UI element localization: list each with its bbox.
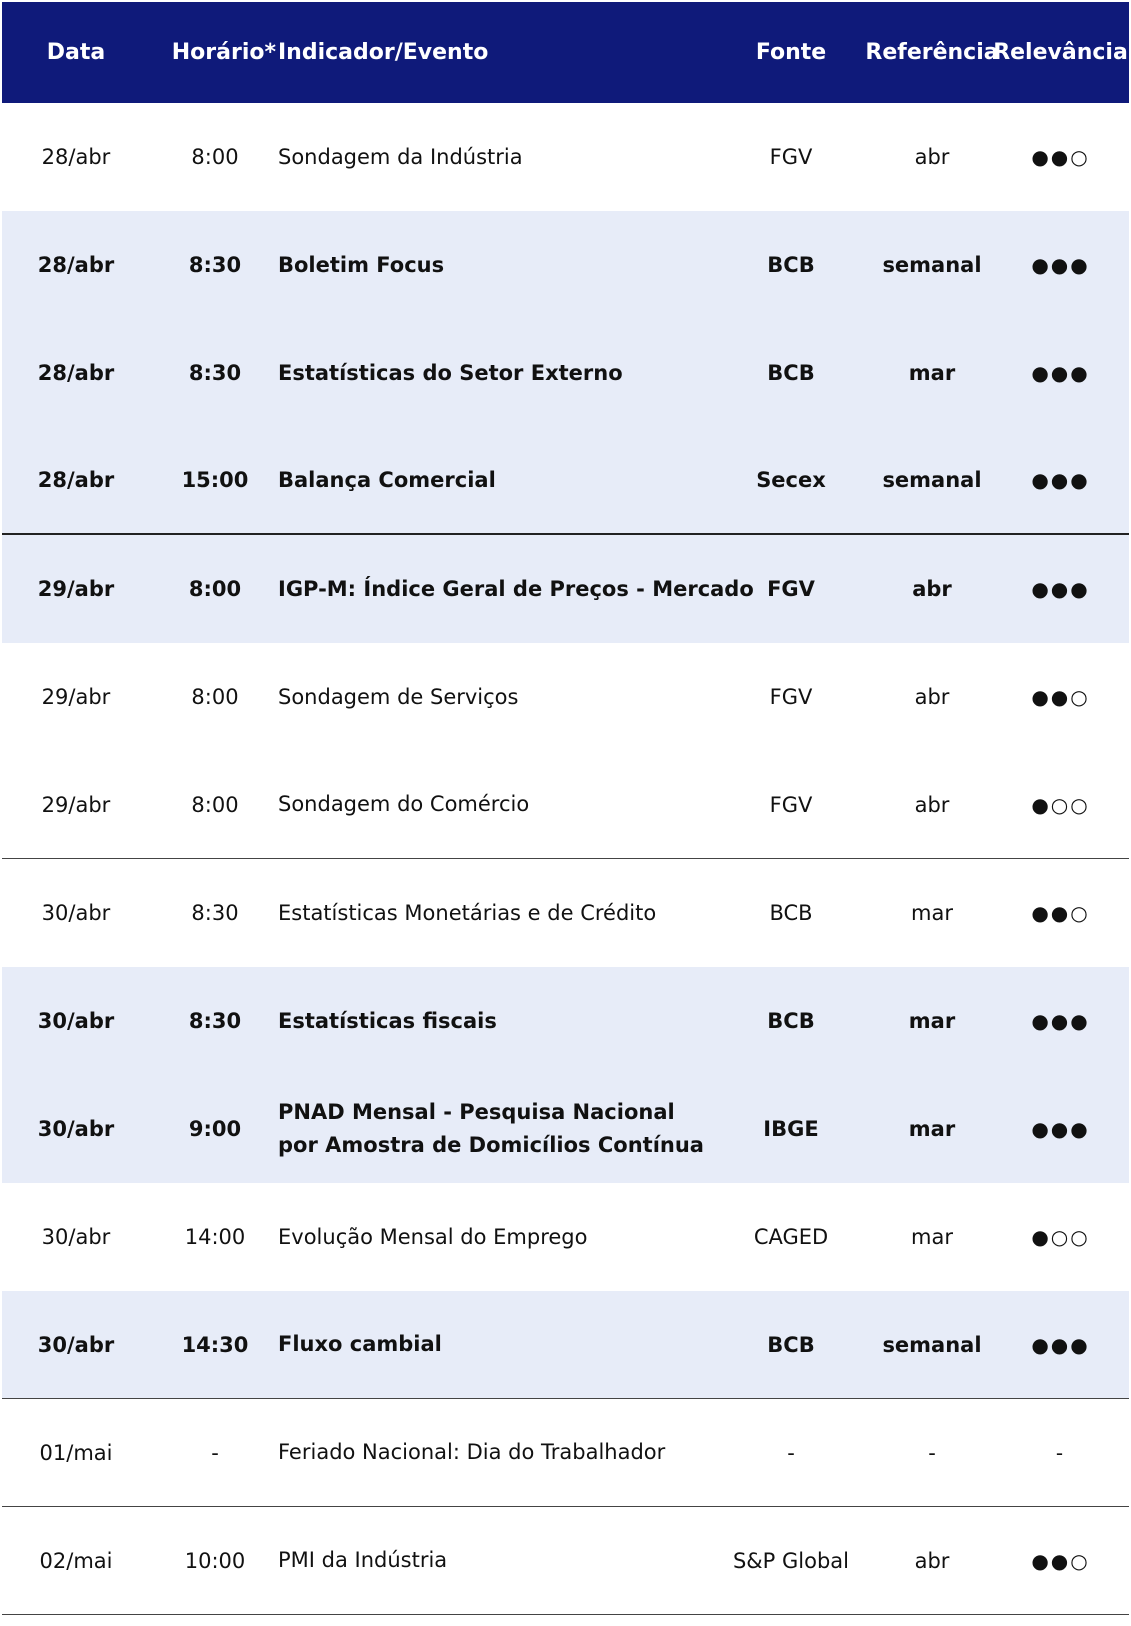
row-reference: semanal [882, 253, 982, 277]
row-date: 29/abr [41, 685, 111, 709]
relevance-dots: ●○○ [1031, 1225, 1090, 1249]
table-row [2, 427, 1129, 535]
row-source: BCB [767, 1009, 815, 1033]
row-event: Estatísticas fiscais [278, 1008, 497, 1033]
row-source: BCB [767, 1332, 815, 1357]
row-time: 8:00 [191, 792, 239, 817]
row-event: Balança Comercial [278, 467, 496, 492]
table-row [2, 1399, 1129, 1507]
row-reference: mar [908, 1117, 956, 1141]
relevance-dots: ●○○ [1031, 792, 1090, 817]
header-time: Horário* [171, 40, 276, 65]
row-source: S&P Global [732, 1548, 850, 1573]
row-time: 8:00 [191, 685, 239, 709]
row-date: 28/abr [37, 361, 115, 385]
row-date: 30/abr [37, 1117, 115, 1141]
row-event: Sondagem do Comércio [278, 792, 530, 816]
table-row [2, 643, 1129, 751]
row-reference: semanal [882, 468, 982, 492]
row-date: 01/mai [39, 1440, 113, 1465]
relevance-dots: ●●● [1031, 577, 1090, 601]
row-event: PNAD Mensal - Pesquisa Nacional por Amostra de Domicílios Contínua [278, 1100, 704, 1157]
row-event: Feriado Nacional: Dia do Trabalhador [278, 1440, 666, 1464]
row-time: 9:00 [188, 1117, 242, 1141]
table-row [2, 535, 1129, 643]
row-reference: mar [908, 361, 956, 385]
row-event: IGP-M: Índice Geral de Preços - Mercado [278, 576, 754, 601]
header-date: Data [46, 40, 106, 65]
row-time: 8:30 [188, 1009, 242, 1033]
header-relevance: Relevância [993, 40, 1128, 65]
row-source: IBGE [763, 1117, 819, 1141]
relevance-dots: ●●● [1031, 1332, 1090, 1357]
row-source: FGV [769, 145, 813, 169]
row-time: 8:00 [191, 145, 239, 169]
table-row [2, 1507, 1129, 1615]
row-date: 28/abr [37, 468, 115, 492]
row-date: 28/abr [41, 145, 111, 169]
row-source: CAGED [753, 1225, 829, 1249]
relevance-dots: ●●● [1031, 468, 1090, 492]
relevance-dots: ●●○ [1031, 1548, 1090, 1573]
row-reference: - [928, 1440, 936, 1465]
row-source: FGV [767, 577, 815, 601]
row-event: Boletim Focus [278, 252, 445, 277]
relevance-dots: ●●● [1031, 253, 1090, 277]
row-event: Sondagem de Serviços [278, 684, 519, 709]
table-header [2, 2, 1129, 103]
table-row [2, 319, 1129, 427]
row-event: Fluxo cambial [278, 1332, 442, 1356]
row-date: 30/abr [41, 1225, 111, 1249]
row-time: 8:30 [191, 901, 239, 925]
row-reference: abr [914, 145, 950, 169]
relevance-dots: ●●● [1031, 1117, 1090, 1141]
table-row [2, 1075, 1129, 1183]
row-reference: mar [911, 901, 953, 925]
relevance-dots: ●●● [1031, 361, 1090, 385]
row-reference: mar [908, 1009, 956, 1033]
header-reference: Referência [865, 40, 999, 65]
row-time: 8:30 [188, 361, 242, 385]
row-date: 29/abr [37, 577, 115, 601]
row-source: Secex [756, 468, 826, 492]
calendar-table [2, 2, 1129, 1615]
row-time: 14:00 [184, 1225, 246, 1249]
row-date: 02/mai [39, 1548, 113, 1573]
row-time: 10:00 [184, 1548, 246, 1573]
relevance-dots: ●●○ [1031, 685, 1090, 709]
table-row [2, 751, 1129, 859]
header-source: Fonte [755, 40, 827, 65]
row-date: 29/abr [41, 792, 111, 817]
row-date: 28/abr [37, 253, 115, 277]
row-reference: abr [912, 577, 952, 601]
row-event: PMI da Indústria [278, 1548, 448, 1572]
row-event: Estatísticas Monetárias e de Crédito [278, 900, 657, 925]
row-event: Evolução Mensal do Emprego [278, 1224, 588, 1249]
row-source: BCB [767, 253, 815, 277]
row-time: 14:30 [181, 1332, 249, 1357]
row-source: BCB [767, 361, 815, 385]
row-reference: mar [911, 1225, 953, 1249]
table-row [2, 1183, 1129, 1291]
table-row [2, 967, 1129, 1075]
row-source: - [787, 1440, 795, 1465]
table-row [2, 1291, 1129, 1399]
row-time: 8:30 [188, 253, 242, 277]
relevance-dots: ●●○ [1031, 901, 1090, 925]
row-reference: abr [914, 792, 950, 817]
table-row [2, 859, 1129, 967]
row-date: 30/abr [37, 1332, 115, 1357]
row-date: 30/abr [41, 901, 111, 925]
row-reference: abr [914, 1548, 950, 1573]
table-row [2, 211, 1129, 319]
row-event: Estatísticas do Setor Externo [278, 360, 623, 385]
row-event: Sondagem da Indústria [278, 144, 523, 169]
row-reference: semanal [882, 1332, 982, 1357]
row-reference: abr [914, 685, 950, 709]
row-source: FGV [769, 792, 813, 817]
row-time: 8:00 [188, 577, 242, 601]
relevance-dots: ●●● [1031, 1009, 1090, 1033]
header-event: Indicador/Evento [278, 40, 489, 65]
row-source: FGV [769, 685, 813, 709]
table-row [2, 103, 1129, 211]
row-source: BCB [769, 901, 813, 925]
relevance-dots: - [1055, 1440, 1066, 1465]
row-time: 15:00 [181, 468, 249, 492]
row-date: 30/abr [37, 1009, 115, 1033]
row-time: - [211, 1440, 219, 1465]
relevance-dots: ●●○ [1031, 145, 1090, 169]
